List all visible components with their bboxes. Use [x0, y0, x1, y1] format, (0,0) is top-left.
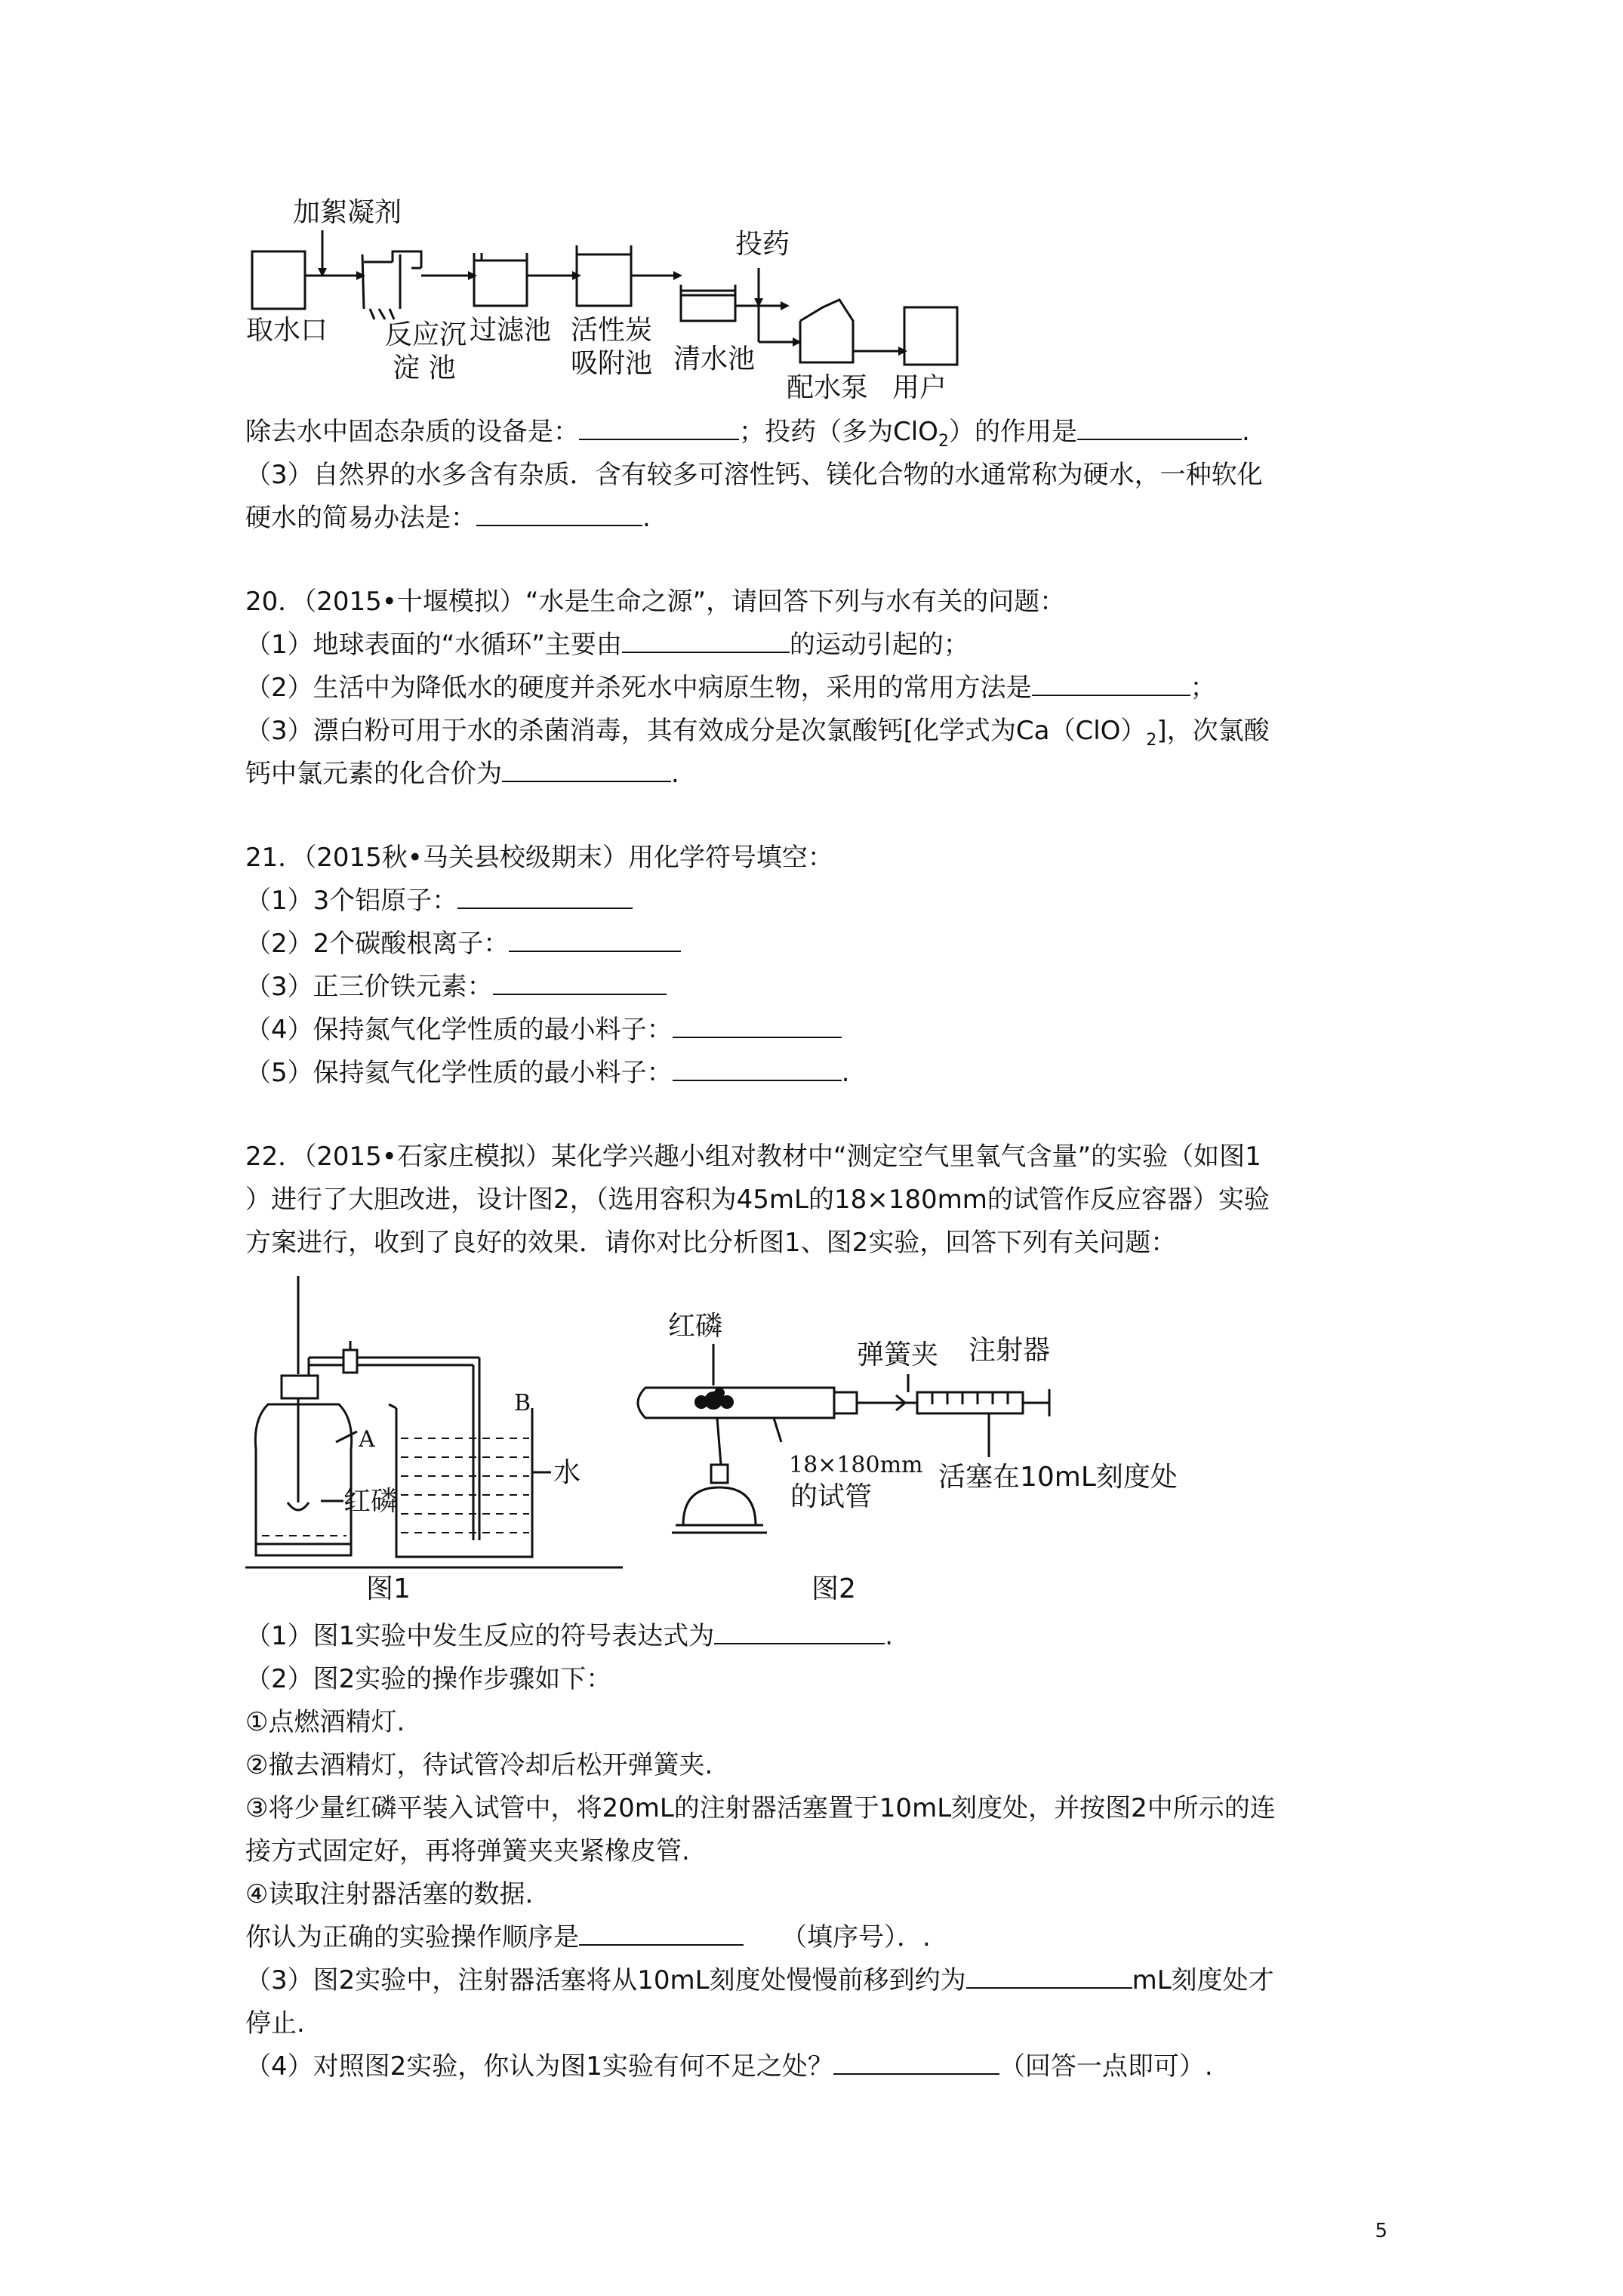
- fig1-phosphorus-label: 红磷: [343, 1486, 399, 1517]
- filter-tank-label: 过滤池: [470, 315, 552, 346]
- dosing-label: 投药: [735, 229, 790, 260]
- water-treatment-flow-diagram: [242, 193, 1095, 411]
- answer-blank[interactable]: [476, 502, 642, 526]
- q22-sub-3: （3）图2实验中，注射器活塞将从10mL刻度处慢慢前移到约为 mL刻度处才: [245, 1965, 1274, 1996]
- q19-line-2: （3）自然界的水多含有杂质．含有较多可溶性钙、镁化合物的水通常称为硬水，一种软化: [245, 460, 1263, 490]
- test-tube-label: 的试管: [790, 1481, 873, 1512]
- clear-tank-label: 清水池: [673, 344, 756, 374]
- answer-blank[interactable]: [509, 928, 681, 952]
- q22-sub-2: （2）图2实验的操作步骤如下：: [245, 1664, 612, 1694]
- answer-blank[interactable]: [966, 1965, 1132, 1989]
- carbon-tank-label-2: 吸附池: [571, 348, 653, 379]
- q22-step-1: ①点燃酒精灯.: [245, 1707, 405, 1737]
- carbon-tank-label-1: 活性炭: [571, 315, 653, 346]
- q21-sub-4: （4）保持氮气化学性质的最小料子：: [245, 1012, 842, 1048]
- figure-2-apparatus: [630, 1299, 1227, 1601]
- q19-line-3: 硬水的简易办法是： .: [245, 503, 651, 533]
- figure-1-apparatus: [245, 1276, 623, 1601]
- label-b: B: [514, 1390, 531, 1416]
- q22-sub-1: （1）图1实验中发生反应的符号表达式为 .: [245, 1621, 894, 1651]
- q22-step-4: ④读取注射器活塞的数据.: [245, 1879, 534, 1909]
- coagulant-label: 加絮凝剂: [293, 197, 402, 228]
- q21-sub-3: （3）正三价铁元素：: [245, 969, 667, 1005]
- q22-line-2: ）进行了大胆改进，设计图2，（选用容积为45mL的18×180mm的试管作反应容器）实验: [245, 1185, 1270, 1215]
- q22-line-3: 方案进行，收到了良好的效果．请你对比分析图1、图2实验，回答下列有关问题：: [245, 1228, 1177, 1258]
- answer-blank[interactable]: [622, 629, 790, 653]
- syringe-label: 注射器: [969, 1335, 1051, 1366]
- answer-blank[interactable]: [673, 1014, 842, 1038]
- q22-line-1: 22．（2015•石家庄模拟）某化学兴趣小组对教材中“测定空气里氧气含量”的实验（如图1: [245, 1142, 1261, 1172]
- q22-sub-4: （4）对照图2实验，你认为图1实验有何不足之处？ （回答一点即可）.: [245, 2051, 1213, 2082]
- q20-sub-4: 钙中氯元素的化合价为 .: [245, 759, 679, 789]
- label-a: A: [359, 1426, 375, 1453]
- fig1-water-label: 水: [553, 1457, 581, 1488]
- answer-blank[interactable]: [457, 885, 633, 909]
- q22-order: 你认为正确的实验操作顺序是 （填序号）．.: [245, 1922, 931, 1952]
- q20-heading: 20．（2015•十堰模拟）“水是生命之源”，请回答下列与水有关的问题：: [245, 587, 1066, 617]
- q20-sub-3: （3）漂白粉可用于水的杀菌消毒，其有效成分是次氯酸钙[化学式为$Ca(ClO)_2$]，次氯酸: [245, 716, 1270, 750]
- intake-label: 取水口: [246, 315, 328, 346]
- q22-step-3a: ③将少量红磷平装入试管中，将20mL的注射器活塞置于10mL刻度处，并按图2中所示的连: [245, 1793, 1276, 1823]
- q20-sub-1: （1）地球表面的“水循环”主要由 的运动引起的；: [245, 630, 969, 660]
- q19-line-1: 除去水中固态杂质的设备是： ；投药（多为ClO$_2$）的作用是 .: [245, 417, 1250, 451]
- answer-blank[interactable]: [502, 758, 671, 782]
- q22-step-3b: 接方式固定好，再将弹簧夹夹紧橡皮管.: [245, 1836, 690, 1866]
- reaction-tank-label-2: 淀 池: [393, 353, 456, 384]
- answer-blank[interactable]: [493, 971, 667, 995]
- spring-clip-label: 弹簧夹: [857, 1339, 939, 1370]
- answer-blank[interactable]: [833, 2051, 999, 2075]
- q21-sub-1: （1）3个铝原子：: [245, 883, 633, 919]
- piston-position-label: 活塞在10mL刻度处: [938, 1462, 1178, 1493]
- q20-sub-2: （2）生活中为降低水的硬度并杀死水中病原生物，采用的常用方法是 ；: [245, 673, 1216, 703]
- answer-blank[interactable]: [673, 1057, 842, 1081]
- answer-blank[interactable]: [1077, 416, 1242, 440]
- page-number: 5: [1375, 2220, 1387, 2242]
- q21-heading: 21．（2015秋•马关县校级期末）用化学符号填空：: [245, 843, 833, 873]
- q21-sub-5: （5）保持氦气化学性质的最小料子： .: [245, 1058, 850, 1088]
- user-label: 用户: [892, 372, 947, 403]
- answer-blank[interactable]: [1032, 672, 1190, 696]
- answer-blank[interactable]: [714, 1620, 885, 1644]
- test-tube-size-label: 18×180mm: [789, 1452, 923, 1478]
- answer-blank[interactable]: [579, 1922, 744, 1946]
- reaction-tank-label-1: 反应沉: [385, 319, 467, 350]
- figure-1-caption: 图1: [366, 1573, 411, 1601]
- figure-2-caption: 图2: [812, 1573, 856, 1601]
- pump-label: 配水泵: [787, 372, 869, 403]
- fig2-phosphorus-label: 红磷: [668, 1311, 723, 1342]
- answer-blank[interactable]: [579, 416, 739, 440]
- q22-step-2: ②撤去酒精灯，待试管冷却后松开弹簧夹.: [245, 1750, 713, 1780]
- q22-sub-3-cont: 停止.: [245, 2008, 305, 2039]
- q21-sub-2: （2）2个碳酸根离子：: [245, 926, 681, 962]
